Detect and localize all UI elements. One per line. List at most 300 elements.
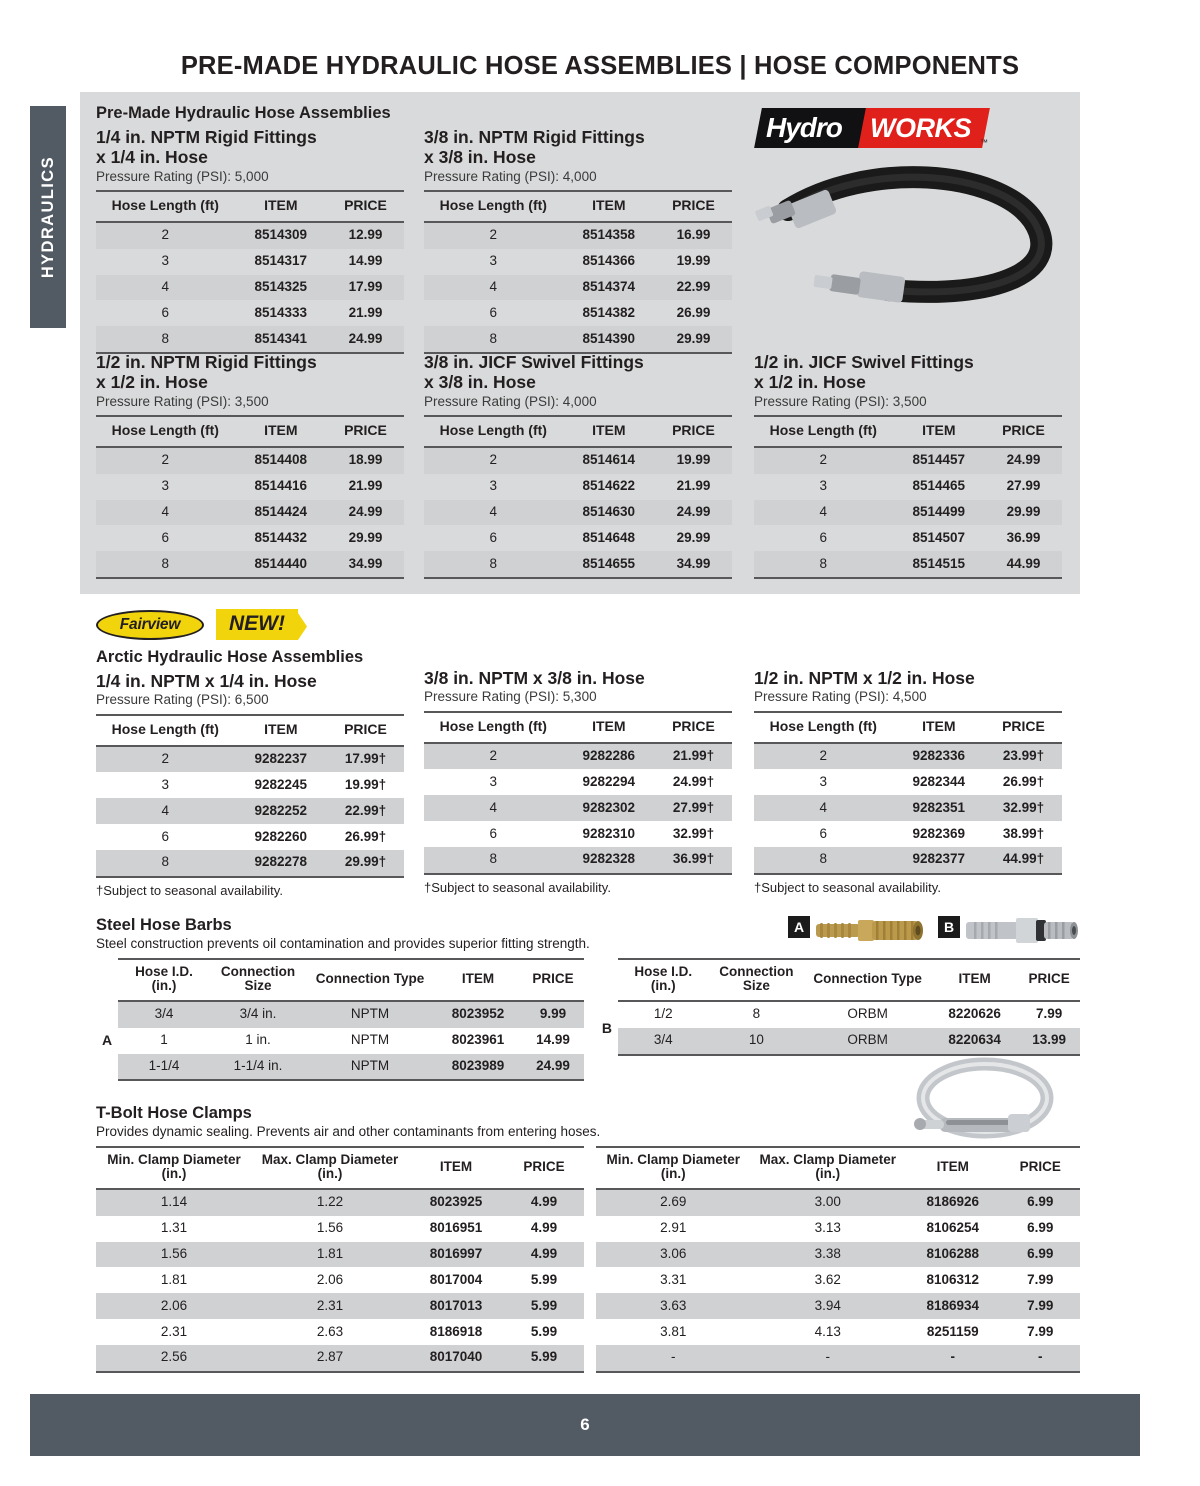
cell-price: 24.99 [985,447,1062,474]
cell-min-diameter: 1.81 [160,1271,188,1287]
col-min-diameter: Min. Clamp Diameter (in.) [596,1147,751,1189]
cell-max-diameter: 2.63 [316,1323,344,1339]
cell-price: 14.99 [536,1032,570,1048]
col-hose-length: Hose Length (ft) [96,715,235,745]
seasonal-footnote: †Subject to seasonal availability. [754,879,941,895]
price-table [96,714,404,878]
price-table [424,415,732,579]
cell-price: 17.99 [327,275,404,301]
cell-price: 5.99 [530,1271,558,1287]
group-title-line2: x 3/8 in. Hose [424,147,536,168]
table-row [596,1293,1080,1319]
table-row [96,746,404,773]
table-row [754,525,1062,551]
cell-price: 27.99† [655,795,732,821]
section-tab-label: HYDRAULICS [38,155,57,279]
cell-item: 8514499 [893,500,985,526]
table-row [596,1267,1080,1293]
cell-hose-length: 8 [424,551,563,578]
cell-hose-length: 3 [819,478,828,494]
pressure-rating: Pressure Rating (PSI): 4,500 [754,689,927,705]
cell-item: 8023961 [451,1032,505,1048]
premade-group-4 [754,352,1062,579]
clamps-table-left [96,1146,584,1373]
cell-price: 32.99† [985,795,1062,821]
cell-item: 8514648 [582,529,636,545]
cell-price: 34.99 [655,551,732,578]
cell-hose-length: 4 [754,795,893,821]
cell-connection-type: NPTM [306,1001,434,1028]
group-title-line2: x 1/2 in. Hose [96,372,208,393]
cell-price: 7.99 [1000,1293,1080,1319]
cell-hose-length: 8 [424,847,563,874]
cell-connection-size: 1 in. [245,1032,271,1048]
table-row [96,275,404,301]
cell-item: 8023952 [434,1001,522,1028]
barb-photos [788,908,1078,950]
cell-max-diameter: 2.06 [316,1271,344,1287]
logo-text-works: WORKS [870,113,971,143]
col-hose-length: Hose Length (ft) [96,416,235,446]
cell-price: 13.99 [1018,1028,1080,1055]
cell-price: 24.99† [672,773,715,789]
cell-price: 4.99 [504,1189,584,1216]
group-title-line1: 3/8 in. JICF Swivel Fittings [424,352,644,372]
trademark-symbol: ™ [980,138,988,147]
col-item: ITEM [235,715,327,745]
new-flag [216,609,298,640]
cell-item: 8220634 [931,1028,1018,1055]
pressure-rating: Pressure Rating (PSI): 5,000 [96,168,269,184]
page-footer [30,1394,1140,1456]
cell-price: 22.99 [655,275,732,301]
premade-group-0 [96,127,404,354]
cell-hose-length: 2 [424,743,563,770]
cell-price: 44.99 [985,551,1062,578]
cell-connection-size: 1-1/4 in. [210,1054,306,1081]
cell-price: 21.99 [348,478,383,494]
cell-price: 29.99 [985,500,1062,526]
cell-hose-length: 4 [96,275,235,301]
table-row [96,1028,584,1054]
table-row [424,743,732,770]
cell-min-diameter: 2.56 [96,1345,252,1372]
table-row [424,795,732,821]
cell-max-diameter: 3.13 [814,1220,841,1236]
cell-price: 6.99 [1000,1189,1080,1216]
table-row [96,798,404,824]
col-item: ITEM [563,712,655,742]
barbs-table-b [596,958,1080,1056]
cell-hose-length: 6 [819,529,828,545]
col-hose-length: Hose Length (ft) [754,712,893,742]
cell-price: 29.99 [348,529,383,545]
cell-price: 17.99† [327,746,404,773]
group-title-line2: x 3/8 in. Hose [424,372,536,393]
table-row [596,1028,1080,1055]
cell-price: 24.99 [655,500,732,526]
cell-item: 8186918 [429,1323,483,1339]
table-row [754,847,1062,874]
cell-hose-length: 8 [96,850,235,877]
pressure-rating: Pressure Rating (PSI): 3,500 [96,393,269,409]
clamps-subtitle: Provides dynamic sealing. Prevents air and other contaminants from entering hoses. [96,1124,601,1139]
cell-item: 8514309 [235,222,327,249]
cell-item: 8514457 [893,447,985,474]
cell-item: 8016951 [429,1220,483,1236]
table-row [96,551,404,578]
table-row [754,500,1062,526]
price-table [754,415,1062,579]
cell-max-diameter: 1.22 [252,1189,408,1216]
cell-item: 8514655 [563,551,655,578]
cell-hose-length: 3 [161,253,170,269]
cell-price: 23.99† [985,743,1062,770]
table-row [596,1345,1080,1372]
col-price: PRICE [522,959,584,1001]
premade-group-2 [96,352,404,579]
cell-item: 8514614 [563,447,655,474]
cell-min-diameter: 1.14 [96,1189,252,1216]
table-row [96,1267,584,1293]
table-row [596,1001,1080,1028]
cell-hose-id: 1-1/4 [118,1054,210,1081]
table-row [96,326,404,353]
table-row [754,474,1062,500]
col-item: ITEM [893,416,985,446]
cell-price: 12.99 [327,222,404,249]
barbs-subtitle: Steel construction prevents oil contamination and provides superior fitting strength. [96,936,590,951]
cell-item: - [905,1345,1000,1372]
price-table [424,190,732,354]
cell-hose-length: 6 [161,529,170,545]
cell-item: 9282377 [893,847,985,874]
cell-hose-length: 6 [489,304,498,320]
cell-price: 4.99 [530,1220,558,1236]
cell-item: 8186926 [905,1189,1000,1216]
table-row [596,1216,1080,1242]
cell-max-diameter: 3.38 [751,1242,906,1268]
cell-item: 8186934 [905,1293,1000,1319]
cell-item: 9282260 [254,828,308,844]
group-title-line1: 1/4 in. NPTM Rigid Fittings [96,127,317,147]
cell-price: 7.99 [1027,1323,1054,1339]
t-bolt-clamp-photo [900,1056,1070,1149]
cell-item: 8017013 [408,1293,504,1319]
table-row [424,222,732,249]
table-row [96,1216,584,1242]
hydraulic-hose-photo [748,150,1078,335]
col-price: PRICE [655,416,732,446]
table-row [754,551,1062,578]
col-price: PRICE [655,712,732,742]
seasonal-footnote: †Subject to seasonal availability. [96,882,283,898]
col-min-diameter: Min. Clamp Diameter (in.) [96,1147,252,1189]
table-row [424,300,732,326]
group-label: A [96,1001,118,1081]
col-hose-length: Hose Length (ft) [424,712,563,742]
table-row [96,249,404,275]
col-hose-id: Hose I.D. (in.) [618,959,709,1001]
cell-item: 8017040 [408,1345,504,1372]
cell-hose-length: 3 [819,773,828,789]
col-connection-size: Connection Size [709,959,805,1001]
cell-price: 38.99† [1002,825,1045,841]
table-row [424,474,732,500]
table-row [96,1293,584,1319]
col-price: PRICE [327,715,404,745]
cell-item: 9282286 [563,743,655,770]
table-row [424,821,732,847]
cell-price: - [1000,1345,1080,1372]
cell-hose-length: 2 [424,447,563,474]
cell-connection-type: NPTM [306,1054,434,1081]
col-item: ITEM [434,959,522,1001]
table-row [754,447,1062,474]
cell-max-diameter: 2.87 [252,1345,408,1372]
cell-min-diameter: 3.31 [660,1271,687,1287]
cell-hose-length: 4 [424,500,563,526]
table-row [96,1189,584,1216]
cell-max-diameter: 3.94 [751,1293,906,1319]
cell-hose-length: 8 [96,326,235,353]
col-price: PRICE [985,712,1062,742]
cell-hose-length: 2 [96,447,235,474]
group-title-line1: 1/2 in. NPTM Rigid Fittings [96,352,317,372]
table-row [596,1242,1080,1268]
cell-hose-id: 1 [160,1032,168,1048]
cell-price: 14.99 [348,253,383,269]
cell-hose-length: 8 [96,551,235,578]
cell-price: 21.99 [676,478,711,494]
logo-text-hydro: Hydro [766,112,842,143]
cell-price: 36.99 [1006,529,1041,545]
cell-price: 6.99 [1027,1220,1054,1236]
cell-price: 29.99† [327,850,404,877]
cell-hose-length: 4 [424,795,563,821]
table-row [96,500,404,526]
cell-item: 8023925 [408,1189,504,1216]
cell-item: 9282278 [235,850,327,877]
table-row [96,525,404,551]
new-flag-label: NEW! [229,612,285,635]
cell-min-diameter: 3.63 [596,1293,751,1319]
cell-price: 18.99 [327,447,404,474]
col-item: ITEM [235,416,327,446]
col-item: ITEM [893,712,985,742]
photo-label-b: B [938,916,960,938]
fairview-logo [96,610,204,640]
col-connection-size: Connection Size [210,959,306,1001]
cell-hose-length: 4 [96,500,235,526]
col-max-diameter: Max. Clamp Diameter (in.) [252,1147,408,1189]
col-connection-type: Connection Type [804,959,931,1001]
col-item: ITEM [905,1147,1000,1189]
table-row [96,447,404,474]
table-row [96,222,404,249]
cell-hose-id: 3/4 [618,1028,709,1055]
price-table [754,711,1062,875]
table-row [424,500,732,526]
cell-item: 9282351 [893,795,985,821]
price-table [96,415,404,579]
cell-max-diameter: 1.81 [252,1242,408,1268]
cell-item: 9282328 [563,847,655,874]
cell-connection-type: ORBM [804,1028,931,1055]
cell-price: 6.99 [1000,1242,1080,1268]
arctic-group-2 [754,668,1062,895]
cell-hose-length: 8 [754,847,893,874]
premade-group-3 [424,352,732,579]
cell-hose-length: 6 [819,825,828,841]
premade-group-1 [424,127,732,354]
cell-max-diameter: 4.13 [814,1323,841,1339]
col-price: PRICE [985,416,1062,446]
photo-label-a: A [788,916,810,938]
table-row [424,551,732,578]
col-price: PRICE [504,1147,584,1189]
cell-price: 26.99† [1002,773,1045,789]
arctic-title: Arctic Hydraulic Hose Assemblies [96,648,364,666]
cell-hose-length: 4 [754,500,893,526]
table-row [96,824,404,850]
cell-hose-length: 2 [754,743,893,770]
cell-item: 8106312 [926,1271,980,1287]
table-row [96,1001,584,1028]
cell-item: 9282336 [893,743,985,770]
cell-item: 8514630 [563,500,655,526]
pressure-rating: Pressure Rating (PSI): 4,000 [424,168,597,184]
table-row [96,1054,584,1081]
table-row [96,474,404,500]
col-connection-type: Connection Type [306,959,434,1001]
table-row [424,447,732,474]
col-price: PRICE [327,416,404,446]
cell-item: 8514622 [582,478,636,494]
cell-price: 9.99 [522,1001,584,1028]
cell-price: 7.99 [1036,1006,1063,1022]
barbs-table-a [96,958,584,1081]
cell-max-diameter: 1.56 [316,1220,344,1236]
col-max-diameter: Max. Clamp Diameter (in.) [751,1147,906,1189]
table-row [596,1319,1080,1345]
cell-price: 4.99 [504,1242,584,1268]
table-row [96,1345,584,1372]
barbs-heading [96,916,590,951]
cell-hose-length: 3 [489,478,498,494]
col-item: ITEM [408,1147,504,1189]
cell-item: 9282252 [235,798,327,824]
pressure-rating: Pressure Rating (PSI): 6,500 [96,692,269,708]
barbs-title: Steel Hose Barbs [96,916,232,934]
cell-item: 8514390 [563,326,655,353]
col-hose-length: Hose Length (ft) [96,191,235,221]
col-price: PRICE [655,191,732,221]
cell-min-diameter: 1.56 [96,1242,252,1268]
cell-max-diameter: 3.62 [814,1271,841,1287]
col-hose-length: Hose Length (ft) [754,416,893,446]
cell-price: 34.99 [327,551,404,578]
col-item: ITEM [235,191,327,221]
arctic-group-1 [424,668,732,895]
cell-item: 8106254 [926,1220,980,1236]
page-title: PRE-MADE HYDRAULIC HOSE ASSEMBLIES | HOSE COMPONENTS [180,52,1020,80]
cell-item: 8106288 [905,1242,1000,1268]
group-title-line1: 1/2 in. JICF Swivel Fittings [754,352,974,372]
col-hose-length: Hose Length (ft) [424,416,563,446]
col-item: ITEM [563,191,655,221]
cell-connection-type: NPTM [350,1032,390,1048]
cell-hose-length: 3 [489,773,498,789]
cell-hose-length: 6 [161,304,170,320]
cell-item: 8514440 [235,551,327,578]
price-table [96,190,404,354]
cell-item: 8514408 [235,447,327,474]
cell-item: 8514366 [582,253,636,269]
group-label: B [596,1001,618,1055]
cell-min-diameter: 1.31 [160,1220,188,1236]
cell-price: 5.99 [504,1345,584,1372]
group-title-line2: x 1/4 in. Hose [96,147,208,168]
cell-price: 22.99† [327,798,404,824]
cell-price: 29.99 [676,529,711,545]
cell-item: 8016997 [408,1242,504,1268]
cell-item: 8514374 [563,275,655,301]
cell-hose-length: 3 [161,776,170,792]
cell-min-diameter: 2.31 [160,1323,188,1339]
clamps-table-right [596,1146,1080,1373]
seasonal-footnote: †Subject to seasonal availability. [424,879,611,895]
cell-item: 9282310 [582,825,636,841]
cell-price: 24.99 [327,326,404,353]
cell-item: 8514325 [235,275,327,301]
col-hose-length: Hose Length (ft) [424,191,563,221]
table-row [96,300,404,326]
table-row [424,326,732,353]
premade-title: Pre-Made Hydraulic Hose Assemblies [96,104,391,122]
cell-item: 9282344 [912,773,966,789]
group-title-line1: 1/2 in. NPTM x 1/2 in. Hose [754,668,975,688]
table-row [424,847,732,874]
cell-hose-length: 4 [96,798,235,824]
cell-item: 8514358 [563,222,655,249]
col-price: PRICE [1018,959,1080,1001]
cell-hose-id: 3/4 [118,1001,210,1028]
cell-item: 8514416 [254,478,308,494]
cell-hose-length: 2 [754,447,893,474]
cell-hose-length: 3 [161,478,170,494]
cell-connection-size: 10 [709,1028,805,1055]
cell-connection-type: ORBM [847,1006,888,1022]
cell-hose-length: 6 [489,825,498,841]
cell-price: 29.99 [655,326,732,353]
cell-item: 9282294 [582,773,636,789]
cell-price: 24.99 [522,1054,584,1081]
cell-hose-length: 6 [489,529,498,545]
hydroworks-logo [758,108,988,148]
cell-price: 24.99 [327,500,404,526]
cell-min-diameter: 3.06 [596,1242,751,1268]
hose-barb-b-photo [964,912,1080,948]
table-row [424,275,732,301]
cell-item: 8514333 [254,304,308,320]
cell-min-diameter: 3.81 [660,1323,687,1339]
col-price: PRICE [327,191,404,221]
page-number: 6 [580,1415,590,1434]
cell-price: 21.99† [655,743,732,770]
cell-item: 8023989 [434,1054,522,1081]
cell-item: 8514432 [254,529,308,545]
